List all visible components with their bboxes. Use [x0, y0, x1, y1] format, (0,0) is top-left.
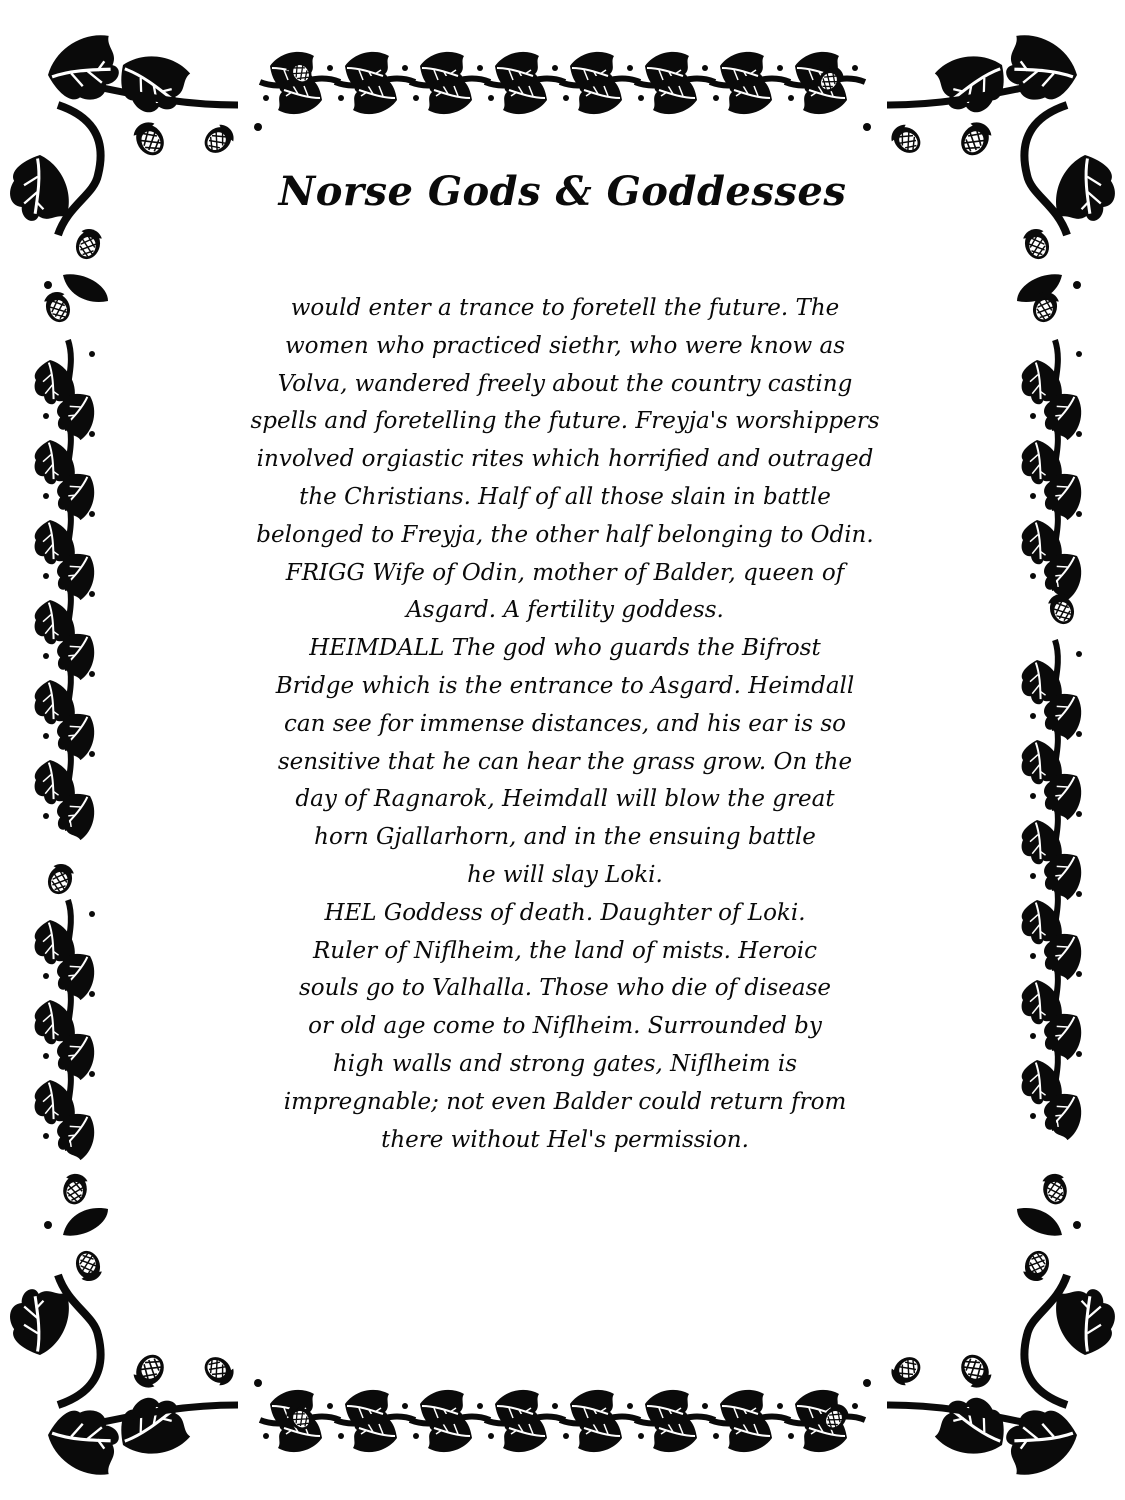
text-line: Volva, wandered freely about the country casting: [277, 370, 853, 397]
text-line: he will slay Loki.: [467, 861, 663, 888]
page-title: Norse Gods & Goddesses: [278, 168, 847, 215]
text-line: FRIGG Wife of Odin, mother of Balder, queen of: [285, 559, 845, 586]
text-line: the Christians. Half of all those slain in battle: [299, 483, 831, 510]
text-line: Bridge which is the entrance to Asgard. Heimdall: [275, 672, 855, 699]
right-border-band: [1014, 289, 1090, 1206]
text-line: sensitive that he can hear the grass grow. On the: [277, 748, 853, 775]
text-line: high walls and strong gates, Niflheim is: [332, 1050, 798, 1077]
text-line: spells and foretelling the future. Freyja's worshippers: [250, 408, 880, 435]
corner-ornament-bottom-left: [4, 1208, 262, 1480]
bottom-border-band: [260, 1390, 865, 1452]
text-line: day of Ragnarok, Heimdall will blow the great: [295, 786, 835, 813]
text-line: belonged to Freyja, the other half belonging to Odin.: [256, 521, 874, 548]
text-line: women who practiced siethr, who were know as: [284, 332, 846, 359]
text-line: Asgard. A fertility goddess.: [406, 597, 724, 624]
text-line: HEIMDALL The god who guards the Bifrost: [309, 635, 821, 662]
text-line: Ruler of Niflheim, the land of mists. Heroic: [312, 937, 818, 964]
text-line: impregnable; not even Balder could return from: [283, 1088, 847, 1115]
top-border-band: [260, 52, 865, 114]
body-text: [160, 290, 970, 1159]
text-line: or old age come to Niflheim. Surrounded by: [308, 1013, 822, 1040]
text-line: would enter a trance to foretell the future. The: [290, 295, 840, 321]
text-line: there without Hel's permission.: [381, 1126, 749, 1153]
left-border-band: [27, 289, 103, 1206]
corner-ornament-bottom-right: [863, 1208, 1121, 1480]
text-line: horn Gjallarhorn, and in the ensuing battle: [314, 824, 816, 851]
text-line: can see for immense distances, and his ear is so: [283, 710, 846, 737]
text-line: souls go to Valhalla. Those who die of disease: [298, 975, 832, 1002]
corner-ornament-top-right: [863, 30, 1121, 302]
corner-ornament-top-left: [4, 30, 262, 302]
text-line: involved orgiastic rites which horrified and outraged: [256, 446, 874, 473]
text-line: HEL Goddess of death. Daughter of Loki.: [324, 899, 806, 926]
